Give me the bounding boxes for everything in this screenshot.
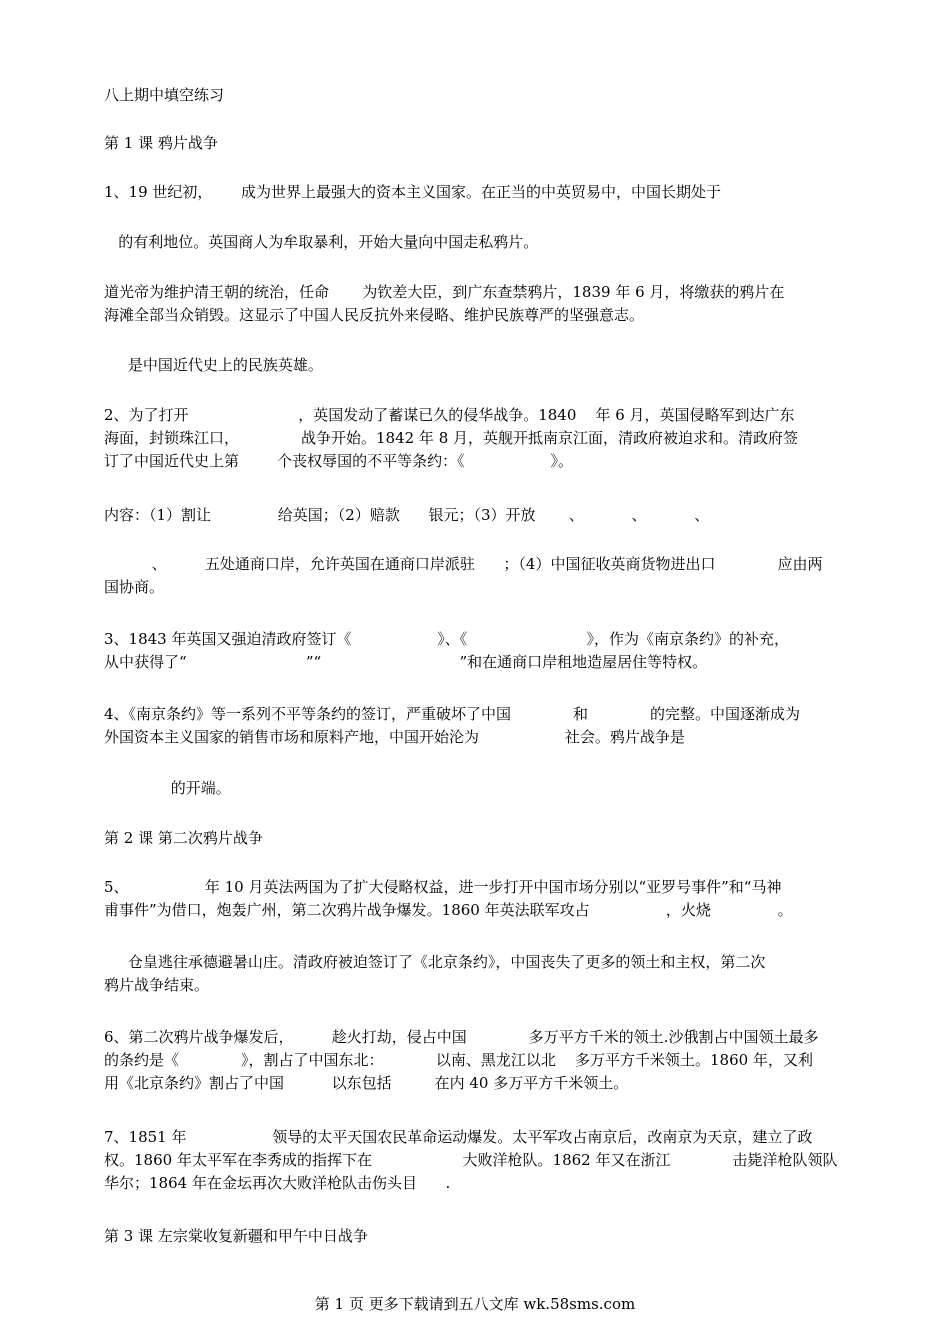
question-1-para-3: 道光帝为维护清王朝的统治，任命 为钦差大臣，到广东查禁鸦片，1839 年 6 月，将缴获的鸦片在 海滩全部当众销毁。这显示了中国人民反抗外来侵略、维护民族尊严的坚强意志。 bbox=[104, 283, 785, 324]
page-footer: 第 1 页 更多下载请到五八文库 wk.58sms.com bbox=[314, 1295, 636, 1313]
question-4-para-2: 的开端。 bbox=[104, 779, 231, 797]
question-4-para-1: 4、《南京条约》等一系列不平等条约的签订，严重破坏了中国 和 的完整。中国逐渐成为 外国资本主义国家的销售市场和原料产地，中国开始沦为 社会。鸦片战争是 bbox=[104, 705, 801, 746]
question-2-para-2: 内容：（1）割让 给英国；（2）赔款 银元；（3）开放 、 、 、 bbox=[104, 506, 710, 524]
lesson-1-heading: 第 1 课 鸦片战争 bbox=[104, 134, 218, 152]
question-7-para: 7、1851 年 领导的太平天国农民革命运动爆发。太平军攻占南京后，改南京为天京，建立了政 权。1860 年太平军在李秀成的指挥下在 大败洋枪队。1862 年又在浙江 击毙洋枪队领队 华尔；1864 年在金坛再次大败洋枪队击伤头目 . bbox=[104, 1128, 838, 1192]
lesson-3-heading: 第 3 课 左宗棠收复新疆和甲午中日战争 bbox=[104, 1227, 368, 1245]
question-1-para-2: 的有利地位。英国商人为牟取暴利，开始大量向中国走私鸦片。 bbox=[104, 233, 539, 251]
question-2-para-3: 、 五处通商口岸，允许英国在通商口岸派驻 ；（4）中国征收英商货物进出口 应由两 国协商。 bbox=[104, 555, 823, 596]
question-6-para: 6、第二次鸦片战争爆发后， 趁火打劫，侵占中国 多万平方千米的领土.沙俄割占中国领土最多 的条约是《 》，割占了中国东北： 以南、黑龙江以北 多万平方千米领土。1860 年，又利 用《北京条约》割占了中国 以东包括 在内 40 多万平方千米领土。 bbox=[104, 1028, 819, 1092]
question-1-para-1: 1、19 世纪初， 成为世界上最强大的资本主义国家。在正当的中英贸易中，中国长期处于 bbox=[104, 183, 722, 201]
question-1-para-4: 是中国近代史上的民族英雄。 bbox=[104, 356, 323, 374]
question-3-para: 3、1843 年英国又强迫清政府签订《 》、《 》，作为《南京条约》的补充， 从中获得了“ ”“ ”和在通商口岸租地造屋居住等特权。 bbox=[104, 630, 790, 671]
question-2-para-1: 2、为了打开 ，英国发动了蓄谋已久的侵华战争。1840 年 6 月，英国侵略军到达广东 海面，封锁珠江口， 战争开始。1842 年 8 月，英舰开抵南京江面，清政府被迫求和。清政府签 订了中国近代史上第 个丧权辱国的不平等条约：《 》。 bbox=[104, 406, 799, 470]
title-text: 八上期中填空练习 bbox=[104, 86, 225, 104]
question-5-para-1: 5、 年 10 月英法两国为了扩大侵略权益，进一步打开中国市场分别以“亚罗号事件”和“马神 甫事件”为借口，炮轰广州，第二次鸦片战争爆发。1860 年英法联军攻占 ，火烧 。 bbox=[104, 878, 793, 919]
page-title bbox=[104, 84, 860, 107]
lesson-2-heading: 第 2 课 第二次鸦片战争 bbox=[104, 829, 263, 847]
question-5-para-2: 仓皇逃往承德避暑山庄。清政府被迫签订了《北京条约》，中国丧失了更多的领土和主权，第二次 鸦片战争结束。 bbox=[104, 953, 766, 994]
